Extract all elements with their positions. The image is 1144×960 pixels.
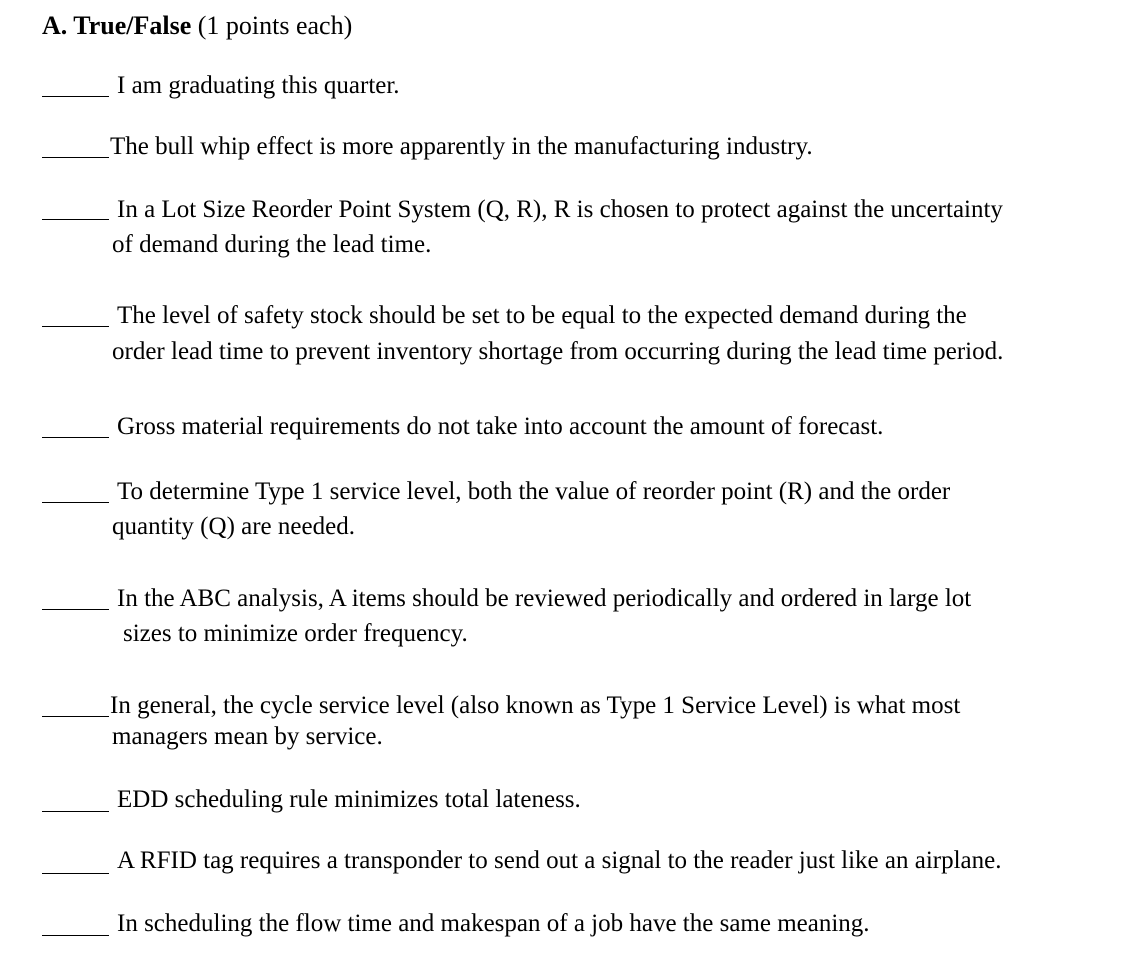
question-text: The level of safety stock should be set to be equal to the expected demand during the — [117, 302, 967, 329]
question-text-continued: of demand during the lead time. — [112, 231, 432, 258]
question-text: To determine Type 1 service level, both the value of reorder point (R) and the order — [117, 478, 951, 505]
answer-blank[interactable] — [42, 219, 109, 220]
answer-blank[interactable] — [42, 873, 109, 874]
question-text: The bull whip effect is more apparently in the manufacturing industry. — [110, 133, 813, 160]
question-text: In general, the cycle service level (also known as Type 1 Service Level) is what most — [110, 692, 961, 719]
question-text: In scheduling the flow time and makespan of a job have the same meaning. — [117, 910, 870, 937]
answer-blank[interactable] — [42, 935, 109, 936]
answer-blank[interactable] — [42, 811, 109, 812]
question-text: In a Lot Size Reorder Point System (Q, R), R is chosen to protect against the uncertainty — [117, 196, 1003, 223]
answer-blank[interactable] — [42, 716, 109, 717]
answer-blank[interactable] — [42, 326, 109, 327]
section-heading — [42, 10, 352, 42]
answer-blank[interactable] — [42, 609, 109, 610]
answer-blank[interactable] — [42, 157, 109, 158]
answer-blank[interactable] — [42, 96, 109, 97]
answer-blank[interactable] — [42, 437, 109, 438]
question-text: A RFID tag requires a transponder to send out a signal to the reader just like an airplane. — [117, 847, 1002, 874]
question-text: I am graduating this quarter. — [117, 72, 400, 99]
question-text-continued: quantity (Q) are needed. — [112, 513, 355, 540]
question-text: EDD scheduling rule minimizes total lateness. — [117, 786, 581, 813]
question-text: Gross material requirements do not take into account the amount of forecast. — [117, 413, 884, 440]
answer-blank[interactable] — [42, 502, 109, 503]
question-text-continued: order lead time to prevent inventory shortage from occurring during the lead time period. — [112, 338, 1004, 365]
question-text: In the ABC analysis, A items should be reviewed periodically and ordered in large lot — [117, 585, 972, 612]
points-note: (1 points each) — [197, 11, 353, 40]
question-text-continued: sizes to minimize order frequency. — [123, 620, 468, 647]
section-label: A. True/False — [42, 11, 192, 40]
question-text-continued: managers mean by service. — [112, 723, 383, 750]
